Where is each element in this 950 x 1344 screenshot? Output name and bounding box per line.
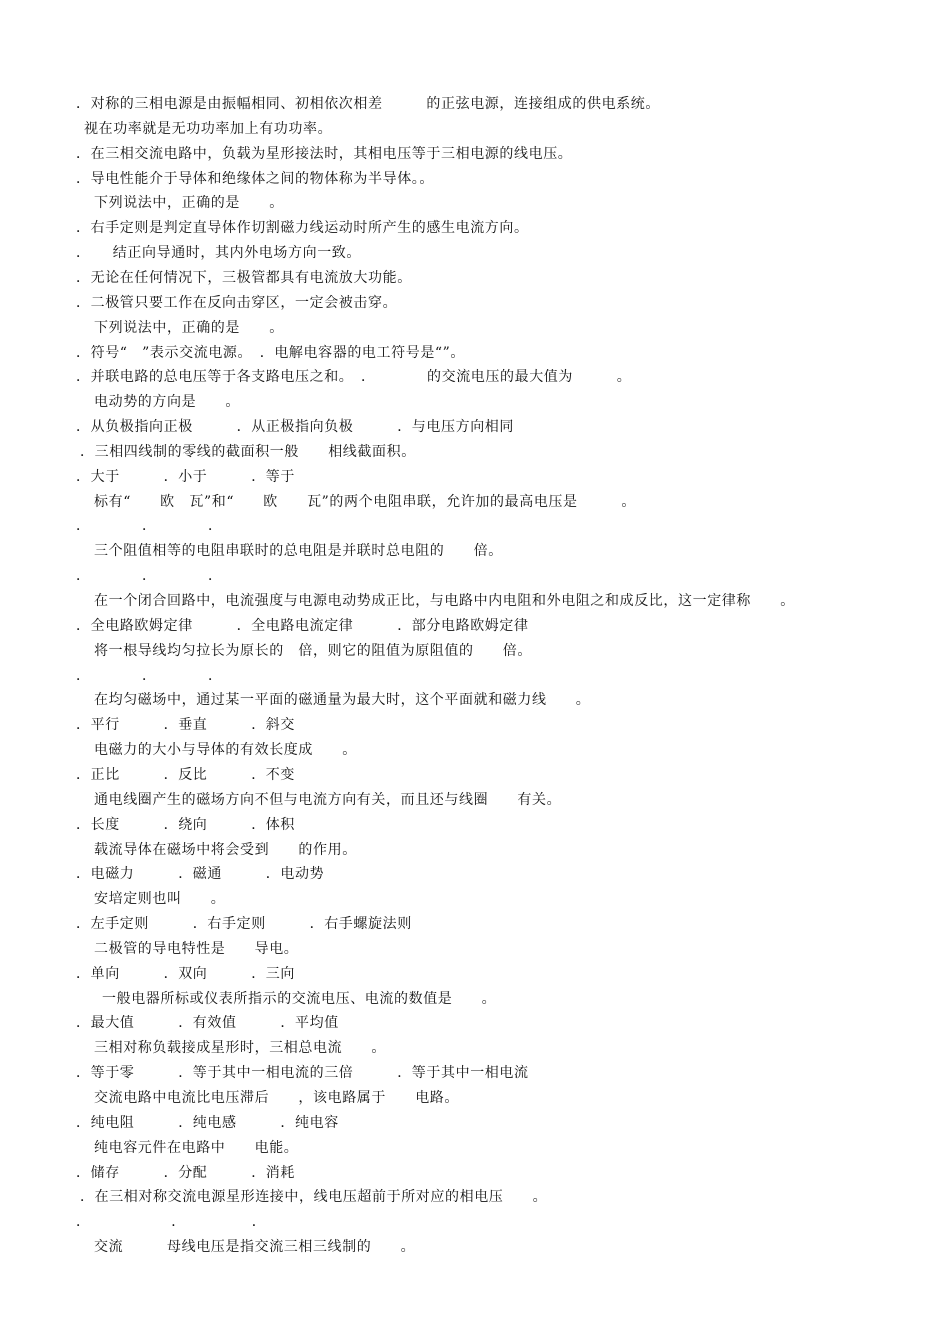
text-line: ．导电性能介于导体和绝缘体之间的物体称为半导体。。 (76, 171, 434, 187)
text-line: ．等于零 ．等于其中一相电流的三倍 ．等于其中一相电流 (76, 1065, 529, 1081)
text-line: ．最大值 ．有效值 ．平均值 (76, 1015, 339, 1031)
text-line: ． ． ． (76, 518, 223, 534)
text-line: 在一个闭合回路中，电流强度与电源电动势成正比，与电路中内电阻和外电阻之和成反比，这一定律称 。 (94, 593, 795, 609)
text-line: 电磁力的大小与导体的有效长度成 。 (94, 742, 357, 758)
text-line: 交流 母线电压是指交流三相三线制的 。 (94, 1239, 416, 1255)
text-line: ．左手定则 ．右手定则 ．右手螺旋法则 (76, 916, 412, 932)
text-line: 一般电器所标或仪表所指示的交流电压、电流的数值是 。 (102, 991, 497, 1007)
text-line: 在均匀磁场中，通过某一平面的磁通量为最大时，这个平面就和磁力线 。 (94, 692, 591, 708)
text-line: ．电磁力 ．磁通 ．电动势 (76, 866, 325, 882)
text-line: 标有“ 欧 瓦”和“ 欧 瓦”的两个电阻串联，允许加的最高电压是 。 (94, 494, 637, 510)
text-line: ．三相四线制的零线的截面积一般 相线截面积。 (80, 444, 416, 460)
text-line: 三相对称负载接成星形时，三相总电流 。 (94, 1040, 386, 1056)
text-line: ．单向 ．双向 ．三向 (76, 966, 295, 982)
text-line: 视在功率就是无功功率加上有功功率。 (84, 121, 333, 137)
text-line: ．纯电阻 ．纯电感 ．纯电容 (76, 1115, 339, 1131)
text-line: ． 结正向导通时，其内外电场方向一致。 (76, 245, 361, 261)
text-line: ．在三相对称交流电源星形连接中，线电压超前于所对应的相电压 。 (80, 1189, 548, 1205)
text-line: 安培定则也叫 。 (94, 891, 226, 907)
text-line: ． ． ． (76, 1214, 267, 1230)
text-line: ．长度 ．绕向 ．体积 (76, 817, 295, 833)
text-line: ．全电路欧姆定律 ．全电路电流定律 ．部分电路欧姆定律 (76, 618, 529, 634)
text-line: 将一根导线均匀拉长为原长的 倍，则它的阻值为原阻值的 倍。 (94, 643, 532, 659)
text-line: 交流电路中电流比电压滞后 ，该电路属于 电路。 (94, 1090, 459, 1106)
text-line: ．在三相交流电路中，负载为星形接法时，其相电压等于三相电源的线电压。 (76, 146, 573, 162)
text-line: ．并联电路的总电压等于各支路电压之和。 ． 的交流电压的最大值为 。 (76, 369, 632, 385)
text-line: ．无论在任何情况下，三极管都具有电流放大功能。 (76, 270, 412, 286)
text-line: ．储存 ．分配 ．消耗 (76, 1165, 295, 1181)
text-line: ．对称的三相电源是由振幅相同、初相依次相差 的正弦电源，连接组成的供电系统。 (76, 96, 660, 112)
text-line: ．右手定则是判定直导体作切割磁力线运动时所产生的感生电流方向。 (76, 220, 529, 236)
text-line: ．正比 ．反比 ．不变 (76, 767, 295, 783)
text-line: ．大于 ．小于 ．等于 (76, 469, 295, 485)
text-line: 三个阻值相等的电阻串联时的总电阻是并联时总电阻的 倍。 (94, 543, 503, 559)
text-line: ．二极管只要工作在反向击穿区，一定会被击穿。 (76, 295, 398, 311)
text-line: ． ． ． (76, 668, 223, 684)
text-line: ． ． ． (76, 568, 223, 584)
text-line: 下列说法中，正确的是 。 (94, 195, 284, 211)
text-line: 通电线圈产生的磁场方向不但与电流方向有关，而且还与线圈 有关。 (94, 792, 562, 808)
text-line: 下列说法中，正确的是 。 (94, 320, 284, 336)
text-line: ．从负极指向正极 ．从正极指向负极 ．与电压方向相同 (76, 419, 514, 435)
text-line: 二极管的导电特性是 导电。 (94, 941, 299, 957)
text-line: ．平行 ．垂直 ．斜交 (76, 717, 295, 733)
text-line: 纯电容元件在电路中 电能。 (94, 1140, 299, 1156)
text-line: ．符号“ ”表示交流电源。 ．电解电容器的电工符号是“”。 (76, 345, 466, 361)
text-line: 电动势的方向是 。 (94, 394, 240, 410)
text-line: 载流导体在磁场中将会受到 的作用。 (94, 842, 357, 858)
